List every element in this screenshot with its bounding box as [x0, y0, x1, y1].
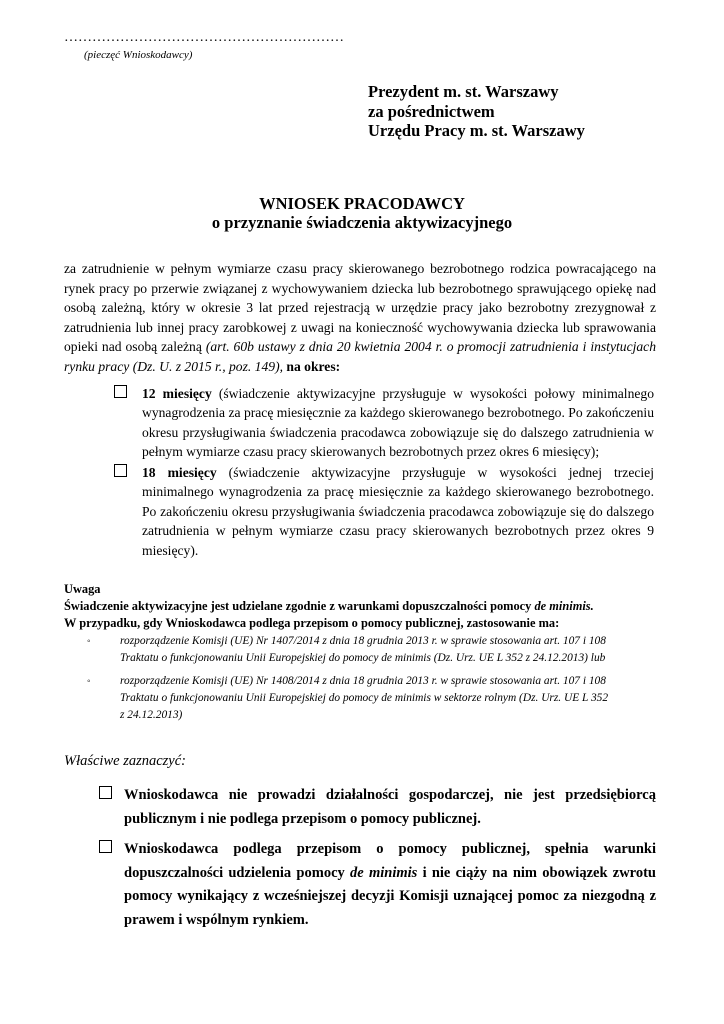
option-12-checkbox[interactable] [114, 385, 127, 398]
option-12-label: 12 miesięcy [142, 386, 212, 401]
bullet-icon: ◦ [87, 676, 91, 687]
option-12-text [142, 384, 654, 462]
addressee-block [368, 82, 585, 141]
note-line-2: W przypadku, gdy Wnioskodawca podlega przepisom o pomocy publicznej, zastosowanie ma: [64, 615, 560, 630]
option-18-text [142, 463, 654, 560]
option-18-label: 18 miesięcy [142, 465, 217, 480]
addressee-line-2: za pośrednictwem [368, 101, 495, 121]
declaration-2-de-minimis: de minimis [350, 864, 418, 881]
note-heading: Uwaga [64, 582, 101, 596]
option-12-description: (świadczenie aktywizacyjne przysługuje w wysokości połowy minimalnego wynagrodzenia za pracę miesięcznie za każdego skierowanego bezrobotnego. Po zakończeniu okresu przysługiwania świadczenia pracodawca zobowiązuje się do dalszego zatrudnienia w pełnym wymiarze czasu pracy skierowanych bezrobotnych przez okres 6 miesięcy); [142, 386, 655, 460]
note-de-minimis: de minimis. [534, 599, 594, 613]
intro-paragraph [64, 259, 656, 376]
note-line-1 [64, 598, 656, 615]
declaration-2-text [124, 838, 656, 932]
bullet-icon: ◦ [87, 636, 91, 647]
declaration-2-text-a: Wnioskodawca podlega przepisom o pomocy publicznej, spełnia warunki dopuszczalności udzielenia pomocy [124, 841, 656, 881]
regulation-2-line-3: z 24.12.2013) [120, 709, 183, 721]
document-subtitle: o przyznanie świadczenia aktywizacyjnego [211, 213, 513, 232]
regulation-1-line-1: rozporządzenie Komisji (UE) Nr 1407/2014 z dnia 18 grudnia 2013 r. w sprawie stosowania art. 107 i 108 [120, 635, 606, 647]
option-18-description: (świadczenie aktywizacyjne przysługuje w wysokości jednej trzeciej minimalnego wynagrodzenia za pracę miesięcznie za każdego skierowanego bezrobotnego. Po zakończeniu okresu przysługiwania świadczenia pracodawca zobowiązuje się do dalszego zatrudnienia w pełnym wymiarze czasu pracy skierowanych bezrobotnych przez okres 9 miesięcy). [142, 465, 654, 558]
intro-period-label: na okres: [283, 358, 341, 374]
stamp-label: (pieczęć Wnioskodawcy) [84, 49, 193, 61]
stamp-signature-line: …………………………………………………… [64, 30, 344, 45]
addressee-line-1: Prezydent m. st. Warszawy [368, 82, 559, 101]
declaration-1-checkbox[interactable] [99, 786, 112, 799]
declaration-1-text: Wnioskodawca nie prowadzi działalności gospodarczej, nie jest przedsiębiorcą publicznym i nie podlega przepisom o pomocy publicznej. [124, 787, 656, 827]
declaration-2-checkbox[interactable] [99, 840, 112, 853]
regulation-1-line-2: Traktatu o funkcjonowaniu Unii Europejskiej do pomocy de minimis (Dz. Urz. UE L 352 z 24.12.2013) lub [120, 652, 606, 664]
intro-legal-reference: (art. 60b ustawy z dnia 20 kwietnia 2004 r. o promocji zatrudnienia i instytucjach rynku pracy (Dz. U. z 2015 r., poz. 149), [64, 339, 657, 374]
document-title: WNIOSEK PRACODAWCY [259, 194, 465, 213]
declaration-2-text-c: i nie ciąży na nim obowiązek zwrotu pomocy wynikający z wcześniejszej decyzji Komisji uznającej pomoc za niezgodną z prawem i wspólnym rynkiem. [124, 864, 656, 928]
note-line-1-text: Świadczenie aktywizacyjne jest udzielane zgodnie z warunkami dopuszczalności pomocy [64, 599, 535, 613]
addressee-line-3: Urzędu Pracy m. st. Warszawy [368, 121, 585, 140]
mark-instruction: Właściwe zaznaczyć: [64, 753, 187, 769]
regulation-2-line-2: Traktatu o funkcjonowaniu Unii Europejskiej do pomocy de minimis w sektorze rolnym (Dz. Urz. UE L 352 [120, 692, 609, 704]
intro-text: za zatrudnienie w pełnym wymiarze czasu pracy skierowanego bezrobotnego rodzica powracającego na rynek pracy po przerwie związanej z wychowywaniem dziecka lub bezrobotnego sprawującego opiekę nad osobą zależną, który w okresie 3 lat przed rejestracją w urzędzie pracy jako bezrobotny zrezygnował z zatrudnienia lub innej pracy zarobkowej z uwagi na konieczność wychowywania dziecka lub sprawowania opieki nad osobą zależną [64, 261, 656, 354]
option-18-checkbox[interactable] [114, 464, 127, 477]
note-body [64, 598, 656, 631]
regulation-2-line-1: rozporządzenie Komisji (UE) Nr 1408/2014 z dnia 18 grudnia 2013 r. w sprawie stosowania art. 107 i 108 [120, 675, 606, 687]
